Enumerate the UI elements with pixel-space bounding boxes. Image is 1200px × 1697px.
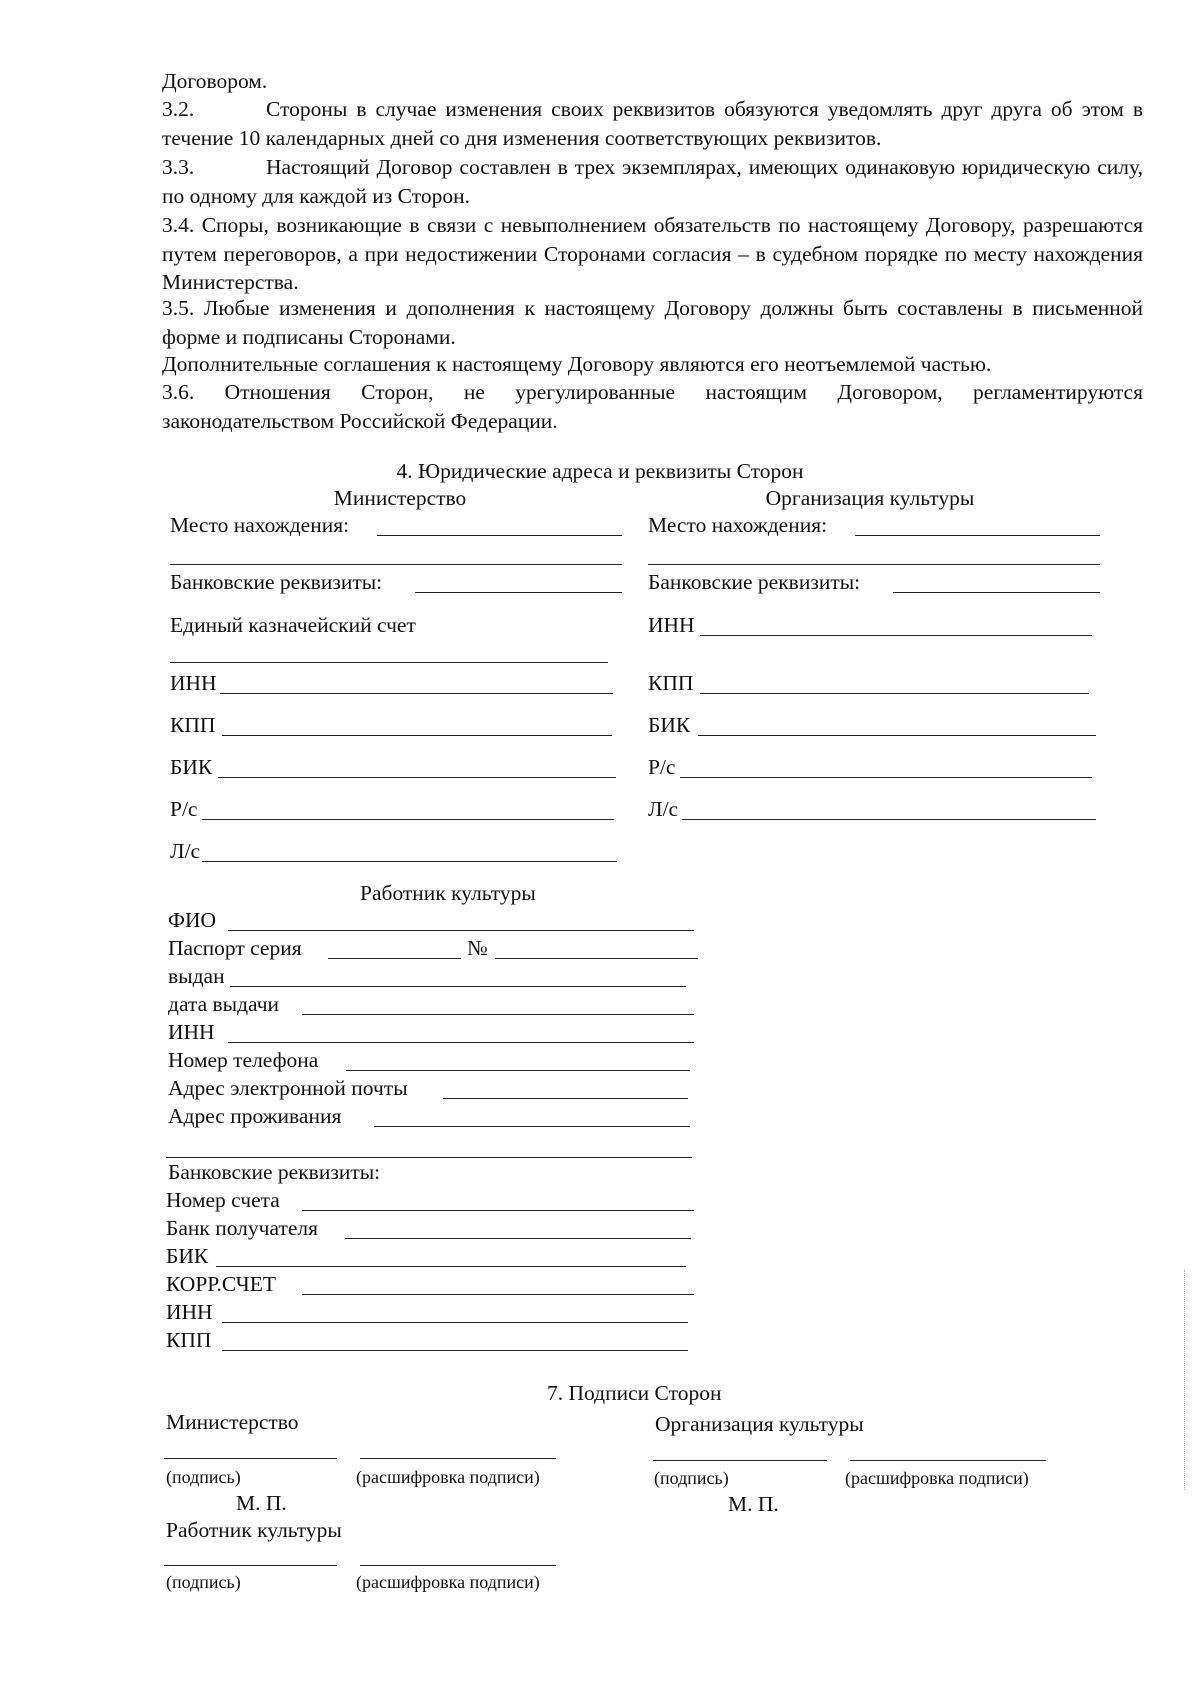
org-decoding-caption: (расшифровка подписи) xyxy=(845,1468,1029,1488)
worker-passport-number-field[interactable] xyxy=(495,958,698,959)
clause-3-5: 3.5. Любые изменения и дополнения к настоящему Договору должны быть составлены в письменной форме и подписаны Сторонами. xyxy=(162,296,1143,349)
scan-edge-artifact xyxy=(1184,1270,1185,1490)
section-4-title: 4. Юридические адреса и реквизиты Сторон xyxy=(396,459,804,483)
worker-bik-label: БИК xyxy=(166,1244,209,1268)
worker-corr-field[interactable] xyxy=(302,1294,694,1295)
clause-3-3-text: Настоящий Договор составлен в трех экземплярах, имеющих одинаковую юридическую силу, по одному для каждой из Сторон. xyxy=(162,155,1143,208)
org-signature-caption: (подпись) xyxy=(654,1468,729,1488)
paragraph-continuation: Договором. xyxy=(162,69,268,93)
worker-signature-field[interactable] xyxy=(164,1565,337,1566)
org-ls-label: Л/с xyxy=(648,797,679,821)
worker-signature-caption: (подпись) xyxy=(166,1572,241,1592)
worker-corr-label: КОРР.СЧЕТ xyxy=(166,1272,276,1296)
worker-email-label: Адрес электронной почты xyxy=(168,1076,408,1100)
ministry-ls-label: Л/с xyxy=(170,839,201,863)
org-bik-field[interactable] xyxy=(698,735,1096,736)
ministry-bik-label: БИК xyxy=(170,755,213,779)
ministry-ls-field[interactable] xyxy=(202,861,617,862)
ministry-kpp-label: КПП xyxy=(170,713,216,737)
worker-address-label: Адрес проживания xyxy=(168,1104,342,1128)
ministry-location-field-2[interactable] xyxy=(170,564,622,565)
org-decoding-field[interactable] xyxy=(850,1460,1046,1461)
ministry-stamp: М. П. xyxy=(236,1491,287,1515)
clause-3-2 xyxy=(162,95,1143,152)
ministry-treasury-field[interactable] xyxy=(170,662,608,663)
org-bik-label: БИК xyxy=(648,713,691,737)
clause-3-3 xyxy=(162,153,1143,210)
worker-bik-field[interactable] xyxy=(216,1266,686,1267)
org-location-label: Место нахождения: xyxy=(648,513,828,537)
ministry-bank-label: Банковские реквизиты: xyxy=(170,570,383,594)
clause-3-5-addendum: Дополнительные соглашения к настоящему Договору являются его неотъемлемой частью. xyxy=(162,352,992,376)
ministry-signature-field[interactable] xyxy=(164,1458,337,1459)
worker-passport-series-field[interactable] xyxy=(328,958,461,959)
org-kpp-label: КПП xyxy=(648,671,694,695)
ministry-signature-caption: (подпись) xyxy=(166,1467,241,1487)
worker-passport-number-sign: № xyxy=(467,936,488,960)
clause-3-2-text: Стороны в случае изменения своих реквизитов обязуются уведомлять друг друга об этом в течение 10 календарных дней со дня изменения соответствующих реквизитов. xyxy=(162,97,1143,150)
ministry-inn-label: ИНН xyxy=(170,671,217,695)
ministry-heading: Министерство xyxy=(333,486,467,510)
worker-inn-label: ИНН xyxy=(168,1020,215,1044)
org-inn-label: ИНН xyxy=(648,613,695,637)
sign-ministry-heading: Министерство xyxy=(166,1410,299,1434)
org-inn-field[interactable] xyxy=(700,635,1092,636)
ministry-kpp-field[interactable] xyxy=(222,735,612,736)
worker-decoding-field[interactable] xyxy=(360,1565,556,1566)
worker-phone-field[interactable] xyxy=(346,1070,690,1071)
worker-bank-title: Банковские реквизиты: xyxy=(168,1160,381,1184)
org-bank-label: Банковские реквизиты: xyxy=(648,570,861,594)
ministry-treasury-label: Единый казначейский счет xyxy=(170,613,416,637)
worker-inn-field[interactable] xyxy=(228,1042,694,1043)
worker-account-field[interactable] xyxy=(302,1210,694,1211)
worker-fio-label: ФИО xyxy=(168,908,217,932)
worker-issued-label: выдан xyxy=(168,964,225,988)
ministry-decoding-field[interactable] xyxy=(360,1458,556,1459)
ministry-inn-field[interactable] xyxy=(220,693,613,694)
ministry-rs-label: Р/с xyxy=(170,797,198,821)
worker-kpp-field[interactable] xyxy=(222,1350,688,1351)
worker-fio-field[interactable] xyxy=(228,930,694,931)
worker-recipient-bank-field[interactable] xyxy=(345,1238,691,1239)
worker-inn2-field[interactable] xyxy=(222,1322,688,1323)
ministry-rs-field[interactable] xyxy=(202,819,614,820)
worker-passport-label: Паспорт серия xyxy=(168,936,302,960)
org-bank-field[interactable] xyxy=(893,592,1100,593)
worker-phone-label: Номер телефона xyxy=(168,1048,319,1072)
worker-issue-date-field[interactable] xyxy=(302,1014,694,1015)
org-rs-field[interactable] xyxy=(680,777,1092,778)
org-rs-label: Р/с xyxy=(648,755,676,779)
sign-worker-heading: Работник культуры xyxy=(166,1518,342,1542)
worker-recipient-bank-label: Банк получателя xyxy=(166,1216,319,1240)
worker-inn2-label: ИНН xyxy=(166,1300,213,1324)
ministry-decoding-caption: (расшифровка подписи) xyxy=(356,1467,540,1487)
org-stamp: М. П. xyxy=(728,1492,779,1516)
ministry-location-field[interactable] xyxy=(377,535,622,536)
clause-3-6: 3.6. Отношения Сторон, не урегулированные настоящим Договором, регламентируются законодательством Российской Федерации. xyxy=(162,380,1143,433)
sign-org-heading: Организация культуры xyxy=(655,1412,864,1436)
worker-address-field-2[interactable] xyxy=(166,1157,692,1158)
clause-3-4: 3.4. Споры, возникающие в связи с невыполнением обязательств по настоящему Договору, разрешаются путем переговоров, а при недостижении Сторонами согласия – в судебном порядке по месту нахождения Министерства. xyxy=(162,213,1143,294)
ministry-bank-field[interactable] xyxy=(415,592,622,593)
clause-3-2-number: 3.2. xyxy=(162,97,195,121)
section-7-title: 7. Подписи Сторон xyxy=(547,1381,722,1405)
worker-email-field[interactable] xyxy=(443,1098,688,1099)
worker-address-field[interactable] xyxy=(374,1126,690,1127)
worker-decoding-caption: (расшифровка подписи) xyxy=(356,1572,540,1592)
org-ls-field[interactable] xyxy=(682,819,1096,820)
worker-kpp-label: КПП xyxy=(166,1328,212,1352)
worker-issued-field[interactable] xyxy=(230,986,686,987)
worker-account-label: Номер счета xyxy=(166,1188,280,1212)
org-location-field-2[interactable] xyxy=(648,564,1100,565)
clause-3-3-number: 3.3. xyxy=(162,155,195,179)
ministry-location-label: Место нахождения: xyxy=(170,513,350,537)
org-signature-field[interactable] xyxy=(653,1460,827,1461)
org-location-field[interactable] xyxy=(855,535,1100,536)
ministry-bik-field[interactable] xyxy=(218,777,616,778)
org-heading: Организация культуры xyxy=(765,486,975,510)
org-kpp-field[interactable] xyxy=(700,693,1089,694)
worker-heading: Работник культуры xyxy=(360,881,536,905)
worker-issue-date-label: дата выдачи xyxy=(168,992,280,1016)
